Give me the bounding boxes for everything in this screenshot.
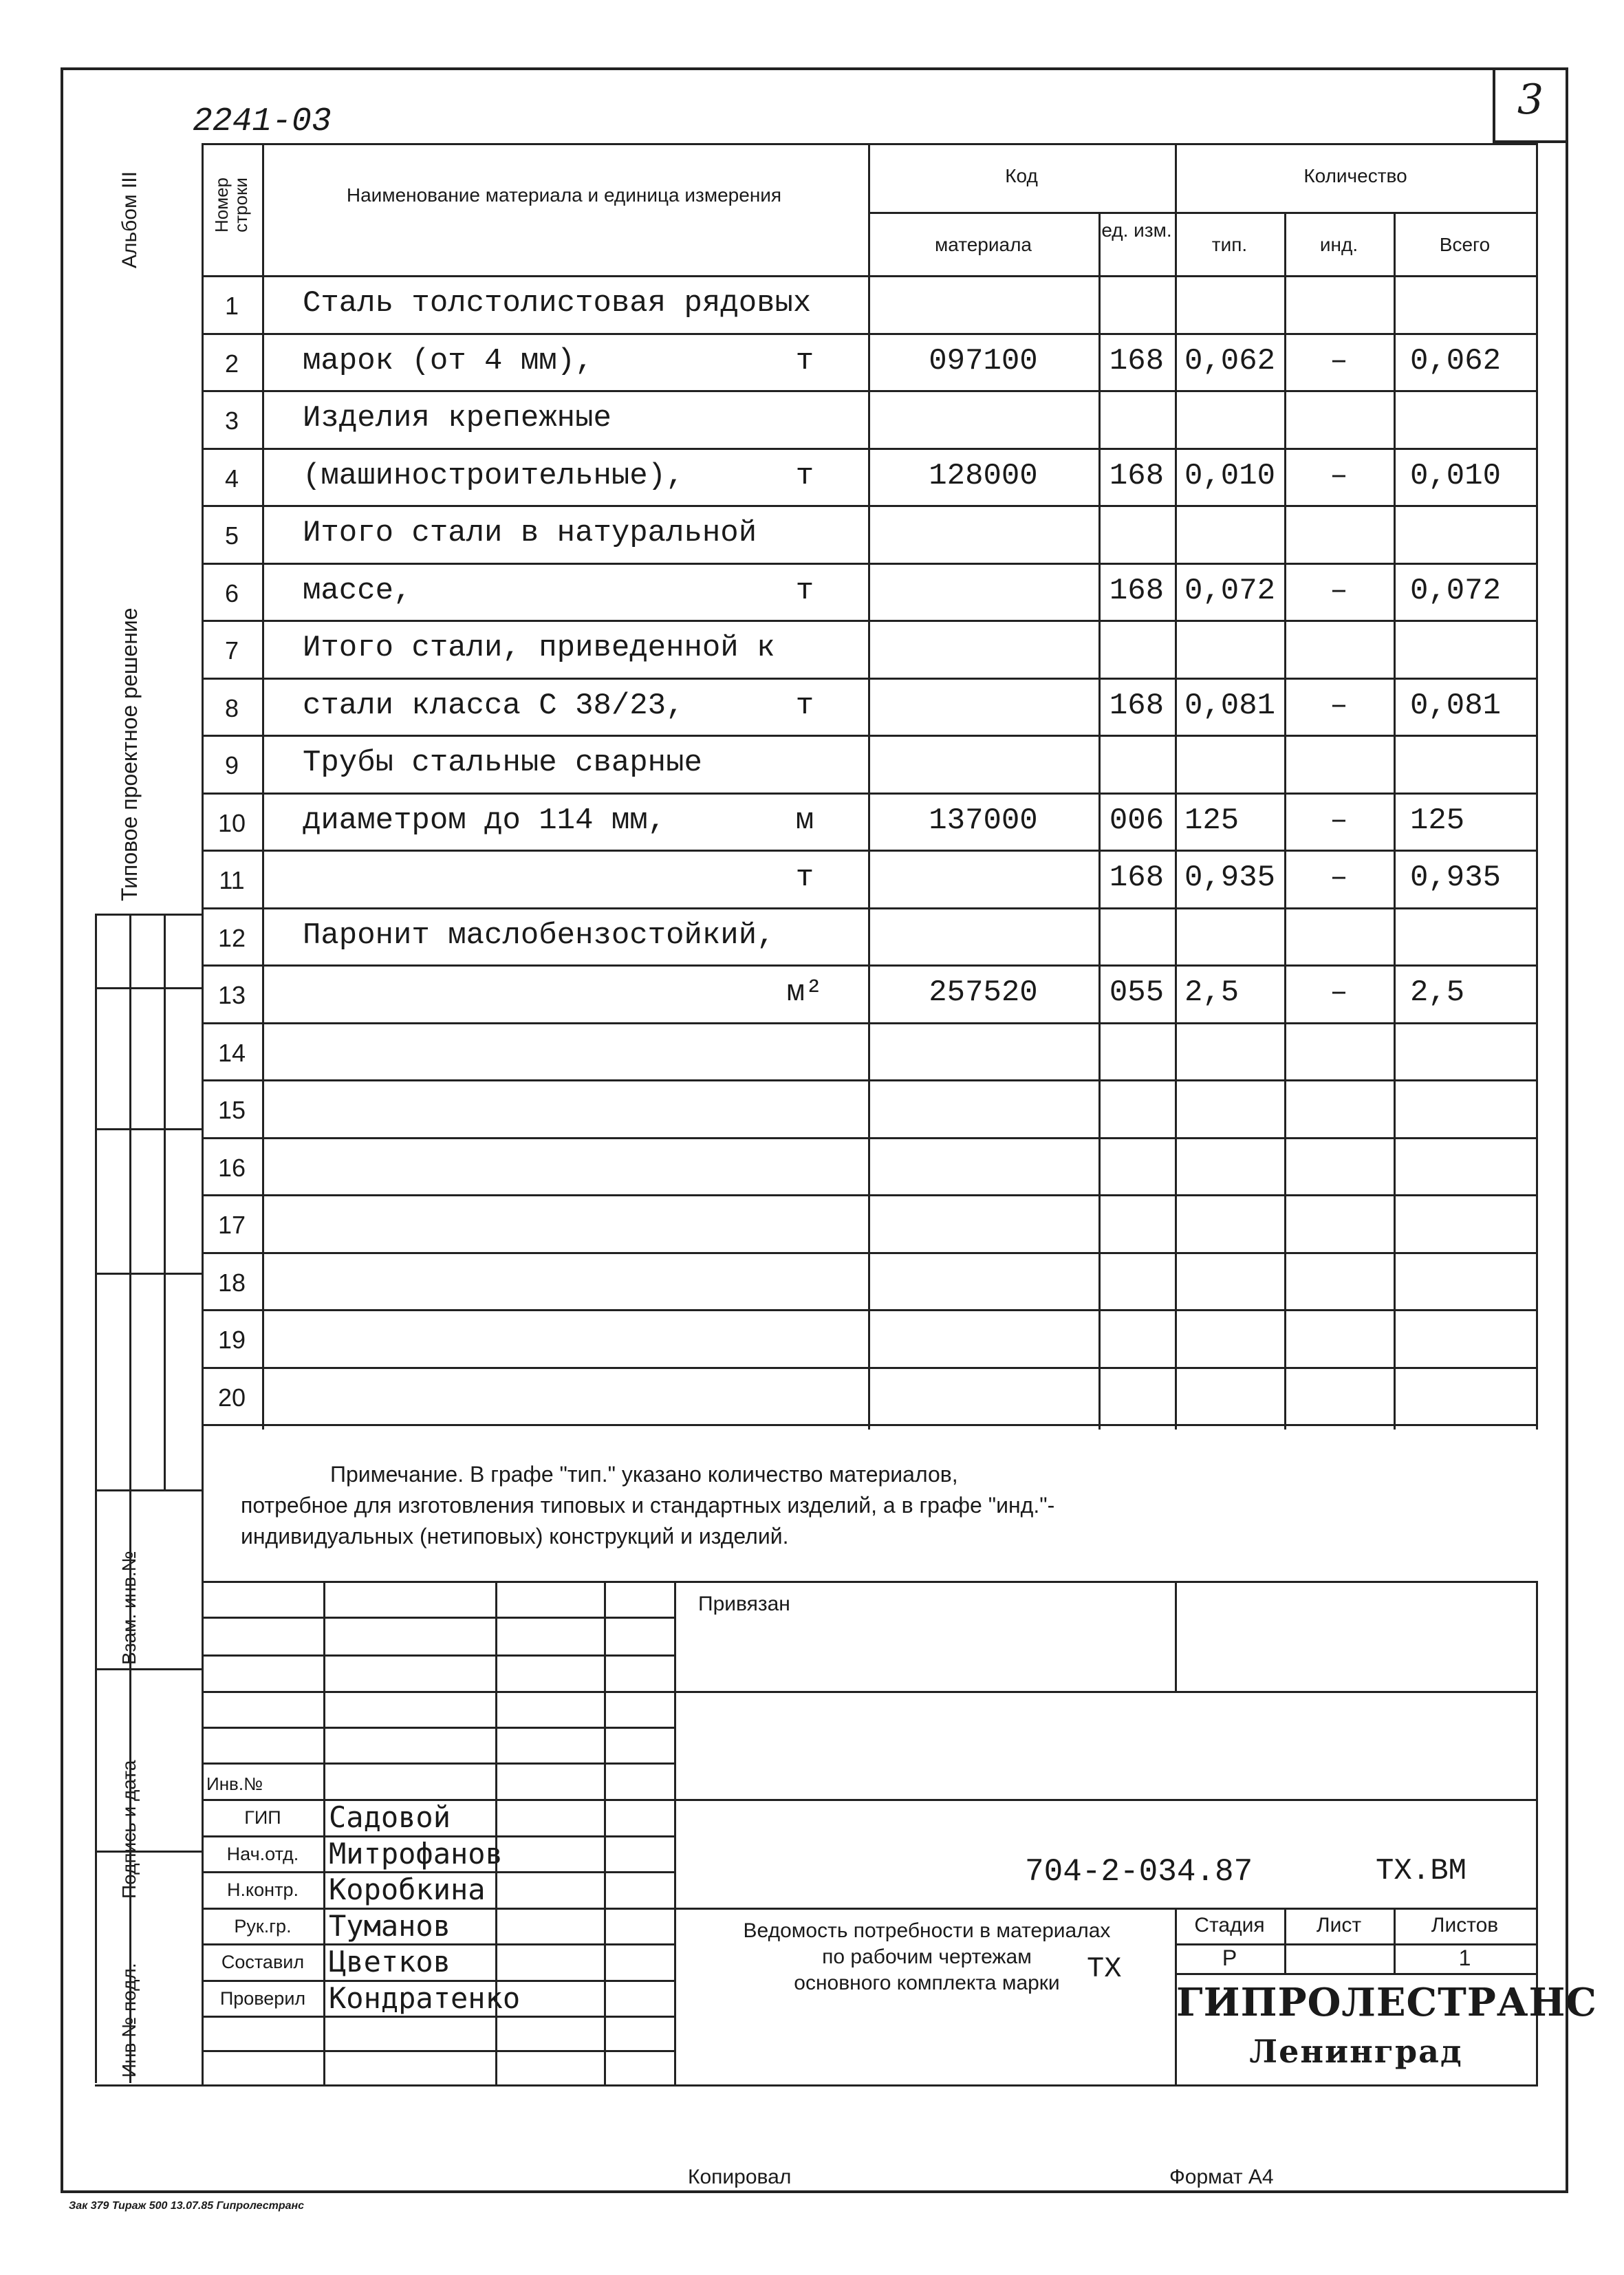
side-line	[95, 1851, 202, 1853]
row-separator	[202, 505, 1536, 507]
row-number: 7	[224, 636, 239, 665]
row-number: 11	[219, 866, 245, 894]
row-name: (машиностроительные),	[303, 458, 684, 493]
row-unit: т	[795, 688, 814, 723]
row-name: Сталь толстолистовая рядовых	[303, 286, 812, 321]
row-name: Изделия крепежные	[303, 401, 611, 435]
row-separator	[202, 1252, 1536, 1254]
privyazan-label: Привязан	[698, 1593, 790, 1615]
row-ind: –	[1330, 458, 1348, 493]
row-unit: т	[795, 861, 814, 895]
row-ind: –	[1330, 803, 1348, 838]
row-name: Итого стали в натуральной	[303, 516, 757, 550]
row-total: 2,5	[1410, 975, 1465, 1010]
row-typ: 125	[1184, 803, 1239, 838]
stamp-role: Проверил	[219, 1987, 306, 2009]
side-line	[95, 1668, 202, 1670]
side-line	[95, 2084, 202, 2087]
row-ind: –	[1330, 861, 1348, 895]
header-row-num: Номер строки	[211, 177, 251, 233]
row-typ: 0,935	[1184, 861, 1276, 895]
footer-print-info: Зак 379 Тираж 500 13.07.85 Гипролестранс	[69, 2200, 305, 2212]
row-unit: м	[795, 803, 814, 838]
title-mark: ТХ	[1087, 1952, 1122, 1985]
stamp-line	[202, 2016, 674, 2018]
row-code: 137000	[929, 803, 1038, 838]
row-unit: т	[795, 458, 814, 493]
stamp-line	[1175, 1973, 1536, 1975]
row-number: 20	[217, 1383, 246, 1412]
row-separator	[202, 964, 1536, 967]
row-name: Итого стали, приведенной к	[303, 631, 775, 665]
row-separator	[202, 735, 1536, 737]
side-line	[95, 1128, 202, 1130]
row-ind: –	[1330, 975, 1348, 1010]
row-number: 14	[217, 1038, 246, 1067]
row-number: 9	[224, 751, 239, 779]
row-total: 125	[1410, 803, 1465, 838]
row-ind: –	[1330, 688, 1348, 723]
album-label: Альбом III	[118, 171, 141, 268]
col-line	[262, 143, 264, 1430]
col-line	[1175, 143, 1177, 1430]
title-line2: по рабочим чертежам	[822, 1945, 1032, 1968]
side-line	[95, 914, 202, 916]
row-typ: 2,5	[1184, 975, 1239, 1010]
row-number: 19	[217, 1326, 246, 1354]
footer-copied: Копировал	[688, 2166, 792, 2188]
row-unit: т	[795, 343, 814, 378]
header-q-typ: тип.	[1211, 234, 1248, 255]
row-number: 1	[224, 292, 239, 320]
header-name: Наименование материала и единица измерения	[346, 184, 782, 206]
row-eu: 006	[1109, 803, 1165, 838]
header-code-unit: ед. изм.	[1101, 219, 1172, 241]
note-line1: Примечание. В графе "тип." указано количество материалов,	[330, 1462, 958, 1487]
table-header-mid	[868, 212, 1536, 214]
side-line	[129, 914, 131, 2083]
row-total: 0,072	[1410, 573, 1502, 608]
stamp-role: Составил	[221, 1952, 305, 1972]
row-separator	[202, 1079, 1536, 1081]
stamp-line	[202, 2050, 674, 2052]
stamp-person-name: Садовой	[329, 1800, 451, 1834]
side-line	[95, 1273, 202, 1275]
row-separator	[202, 907, 1536, 909]
stamp-role: Н.контр.	[227, 1879, 299, 1900]
stamp-person-name: Туманов	[329, 1908, 451, 1943]
inv-podl-label: Инв № подл.	[118, 1963, 140, 2078]
row-ind: –	[1330, 343, 1348, 378]
row-total: 0,081	[1410, 688, 1502, 723]
stamp-role: Нач.отд.	[226, 1843, 299, 1864]
title-line1: Ведомость потребности в материалах	[743, 1919, 1111, 1942]
designation: 704-2-034.87	[1025, 1854, 1253, 1890]
stage-label: Стадия	[1194, 1914, 1265, 1937]
row-separator	[202, 1424, 1536, 1426]
stamp-line	[202, 1691, 1536, 1693]
row-name: массе,	[303, 573, 412, 608]
stamp-person-name: Кондратенко	[329, 1981, 521, 2015]
row-number: 13	[217, 981, 246, 1009]
row-number: 3	[224, 407, 239, 435]
stamp-person-name: Коробкина	[329, 1873, 486, 1906]
vzam-inv-label: Взам. инв.№	[118, 1551, 140, 1665]
row-number: 16	[217, 1153, 246, 1182]
row-separator	[202, 448, 1536, 450]
row-total: 0,010	[1410, 458, 1502, 493]
row-name: марок (от 4 мм),	[303, 343, 594, 378]
row-separator	[202, 1137, 1536, 1139]
row-number: 4	[224, 464, 239, 493]
row-typ: 0,062	[1184, 343, 1276, 378]
row-ind: –	[1330, 573, 1348, 608]
sheets-value: 1	[1458, 1945, 1471, 1970]
row-code: 257520	[929, 975, 1038, 1010]
row-number: 12	[217, 923, 246, 952]
side-line	[164, 914, 166, 1491]
row-typ: 0,072	[1184, 573, 1276, 608]
side-line	[95, 914, 97, 2083]
sheet-label: Лист	[1316, 1914, 1362, 1937]
header-code-material: материала	[935, 234, 1032, 255]
row-code: 097100	[929, 343, 1038, 378]
row-typ: 0,081	[1184, 688, 1276, 723]
row-separator	[202, 620, 1536, 622]
note-line2: потребное для изготовления типовых и стандартных изделий, а в графе "инд."-	[241, 1493, 1055, 1518]
stage-value: Р	[1222, 1945, 1237, 1970]
row-number: 10	[217, 808, 246, 837]
side-line	[95, 987, 202, 989]
col-line	[868, 143, 870, 1430]
stamp-line	[202, 1654, 674, 1657]
row-typ: 0,010	[1184, 458, 1276, 493]
stamp-line	[202, 1762, 674, 1765]
row-separator	[202, 1367, 1536, 1369]
row-number: 5	[224, 521, 239, 550]
stamp-bottom	[202, 2084, 1536, 2087]
header-q-ind: инд.	[1319, 234, 1358, 255]
row-number: 17	[217, 1211, 246, 1239]
row-separator	[202, 793, 1536, 795]
stamp-person-name: Митрофанов	[329, 1836, 503, 1870]
row-total: 0,935	[1410, 861, 1502, 895]
row-eu: 168	[1109, 343, 1165, 378]
row-total: 0,062	[1410, 343, 1502, 378]
sheet-number: 3	[1517, 76, 1544, 124]
row-name: стали класса С 38/23,	[303, 688, 684, 723]
stamp-line	[202, 1727, 674, 1729]
stamp-role: Рук.гр.	[234, 1915, 292, 1937]
row-number: 15	[217, 1096, 246, 1124]
row-separator	[202, 563, 1536, 565]
stamp-line	[674, 1581, 676, 2084]
row-separator	[202, 678, 1536, 680]
table-right	[1536, 143, 1538, 1430]
row-eu: 168	[1109, 688, 1165, 723]
row-number: 6	[224, 579, 239, 607]
title-line3: основного комплекта марки	[794, 1972, 1060, 1994]
row-separator	[202, 1022, 1536, 1024]
row-number: 8	[224, 693, 239, 722]
row-separator	[202, 390, 1536, 392]
stamp-top	[202, 1581, 1536, 1583]
col-line	[1394, 212, 1396, 1430]
header-code: Код	[1005, 165, 1038, 186]
row-eu: 168	[1109, 458, 1165, 493]
row-name: Паронит маслобензостойкий,	[303, 918, 775, 953]
row-separator	[202, 1309, 1536, 1311]
note-line3: индивидуальных (нетиповых) конструкций и изделий.	[241, 1524, 789, 1549]
row-name: диаметром до 114 мм,	[303, 803, 667, 838]
row-eu: 168	[1109, 573, 1165, 608]
row-separator	[202, 333, 1536, 335]
podpis-data-label: Подпись и дата	[118, 1760, 140, 1899]
row-name: Трубы стальные сварные	[303, 746, 702, 780]
header-quantity: Количество	[1303, 165, 1407, 186]
row-eu: 055	[1109, 975, 1165, 1010]
header-q-total: Всего	[1439, 234, 1491, 255]
org-name: ГИПРОЛЕСТРАНС	[1176, 1980, 1597, 2025]
side-line	[95, 1489, 202, 1491]
row-number: 18	[217, 1268, 246, 1297]
row-code: 128000	[929, 458, 1038, 493]
row-separator	[202, 1194, 1536, 1196]
row-eu: 168	[1109, 861, 1165, 895]
row-unit: т	[795, 573, 814, 608]
row-number: 2	[224, 349, 239, 378]
sheets-label: Листов	[1431, 1914, 1499, 1937]
row-unit: м²	[786, 975, 823, 1010]
stamp-line	[202, 1617, 674, 1619]
stamp-role: ГИП	[244, 1807, 281, 1828]
footer-format: Формат А4	[1169, 2166, 1274, 2188]
org-city: Ленинград	[1249, 2033, 1463, 2070]
stamp-person-name: Цветков	[329, 1945, 451, 1979]
outer-frame	[61, 67, 1597, 2193]
doc-number: 2241-03	[193, 103, 332, 140]
inv-no-label: Инв.№	[206, 1773, 263, 1794]
type-design-label: Типовое проектное решение	[117, 607, 142, 901]
row-separator	[202, 850, 1536, 852]
doc-mark: ТХ.ВМ	[1376, 1854, 1467, 1888]
stamp-line	[1175, 1581, 1177, 1691]
